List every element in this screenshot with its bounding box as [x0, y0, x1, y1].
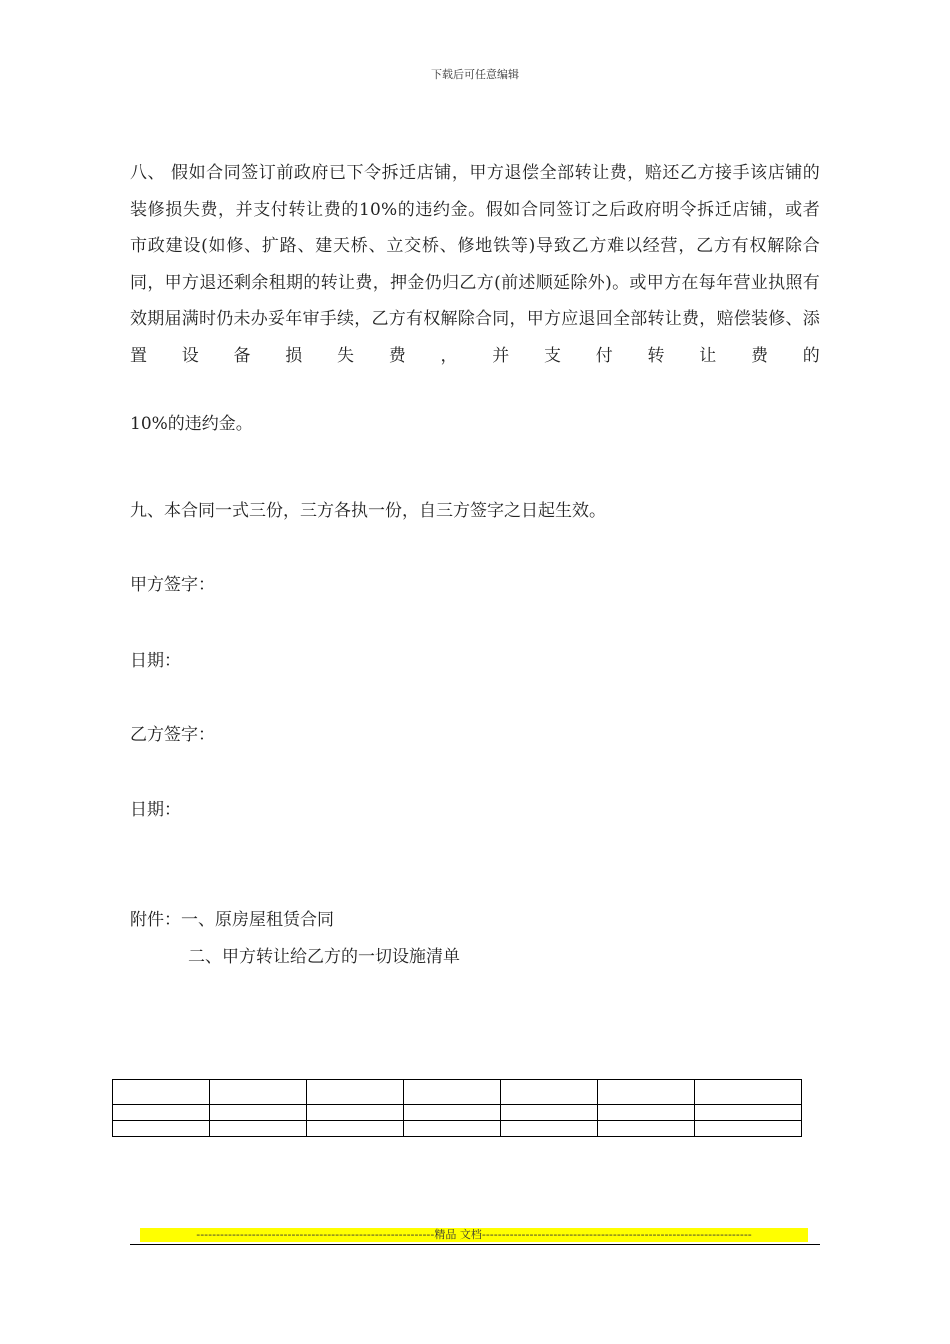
table-cell: [307, 1105, 404, 1121]
table-cell: [113, 1105, 210, 1121]
attachment-line-1: 附件：一、原房屋租赁合同: [130, 910, 334, 930]
table-row: [113, 1121, 802, 1137]
clause-nine: 九、本合同一式三份，三方各执一份，自三方签字之日起生效。: [130, 501, 606, 521]
table-row: [113, 1105, 802, 1121]
table-cell: [695, 1105, 802, 1121]
table-cell: [307, 1121, 404, 1137]
table-cell: [501, 1121, 598, 1137]
clause-eight: 八、 假如合同签订前政府已下令拆迁店铺，甲方退偿全部转让费，赔还乙方接手该店铺的装修损失费，并支付转让费的10%的违约金。假如合同签订之后政府明令拆迁店铺，或者市政建设(如修、扩路、建天桥、立交桥、修地铁等)导致乙方难以经营，乙方有权解除合同，甲方退还剩余租期的转让费，押金仍归乙方(前述顺延除外)。或甲方在每年营业执照有效期届满时仍未办妥年审手续，乙方有权解除合同，甲方应退回全部转让费，赔偿装修、添置设备损失费，并支付转让费的: [130, 163, 820, 366]
clause-eight-tail: 10%的违约金。: [130, 414, 253, 434]
table-cell: [210, 1080, 307, 1105]
table-cell: [404, 1105, 501, 1121]
table-cell: [113, 1121, 210, 1137]
table-cell: [210, 1121, 307, 1137]
table-cell: [307, 1080, 404, 1105]
attachment-line-2: 二、甲方转让给乙方的一切设施清单: [188, 947, 460, 967]
table-cell: [598, 1105, 695, 1121]
table-cell: [404, 1121, 501, 1137]
table-cell: [598, 1121, 695, 1137]
footer-highlight-band: ------------------------------------------------------------精品 文档--------------------------------------------------------------------: [140, 1228, 808, 1242]
table-cell: [113, 1080, 210, 1105]
party-b-signature-label: 乙方签字：: [130, 725, 215, 745]
party-a-signature-label: 甲方签字：: [130, 575, 215, 595]
party-a-date-label: 日期：: [130, 651, 181, 671]
table-cell: [404, 1080, 501, 1105]
blank-equipment-table: [112, 1079, 802, 1137]
table-cell: [695, 1121, 802, 1137]
table-cell: [695, 1080, 802, 1105]
table-cell: [501, 1080, 598, 1105]
table-cell: [501, 1105, 598, 1121]
party-b-date-label: 日期：: [130, 800, 181, 820]
table-cell: [210, 1105, 307, 1121]
header-note: 下载后可任意编辑: [431, 68, 519, 81]
table-row: [113, 1080, 802, 1105]
table-cell: [598, 1080, 695, 1105]
footer-rule: [130, 1244, 820, 1245]
